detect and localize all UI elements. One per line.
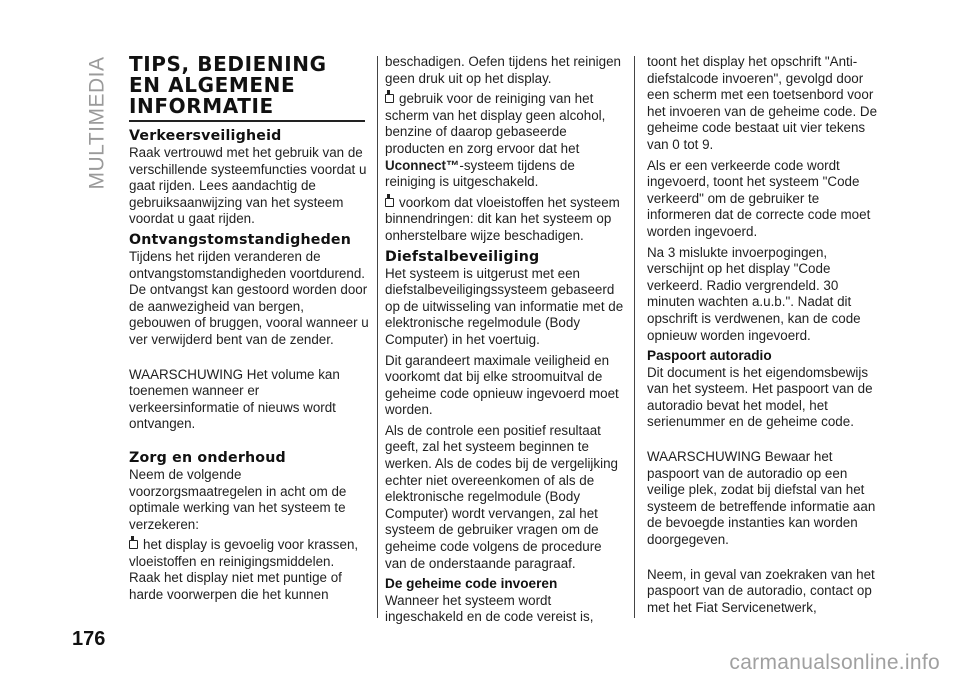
- column-2: [385, 54, 625, 630]
- bullet-cleaning: [385, 91, 625, 191]
- paragraph-wrong-code: Als er een verkeerde code wordt ingevoerd, toont het systeem "Code verkeerd" om de gebruiker te informeren dat de correcte code moet worden ingevoerd.: [647, 157, 871, 239]
- column-divider: [377, 56, 378, 618]
- heading-enter-code: De geheime code invoeren: [385, 576, 558, 592]
- column-divider: [634, 56, 635, 618]
- bullet-text: het display is gevoelig voor krassen, vloeistoffen en reinigingsmiddelen. Raak het display niet met puntige of harde voorwerpen die het kunnen: [129, 537, 359, 603]
- heading-radio-passport: Paspoort autoradio: [647, 348, 772, 364]
- warning-volume: WAARSCHUWING Het volume kan toenemen wanneer er verkeersinformatie of nieuws wordt ontvangen.: [129, 366, 340, 432]
- paragraph-lost-passport: Neem, in geval van zoekraken van het paspoort van de autoradio, contact op met het Fiat Servicenetwerk,: [647, 566, 875, 615]
- side-tab-label: MULTIMEDIA: [85, 56, 109, 190]
- paragraph-traffic-safety: Raak vertrouwd met het gebruik van de verschillende systeemfuncties voordat u gaat rijden. Lees aandachtig de gebruiksaanwijzing van het systeem voordat u gaat rijden.: [129, 145, 367, 227]
- bullet-text: voorkom dat vloeistoffen het systeem binnendringen: dit kan het systeem op onherstelbare wijze beschadigen.: [385, 194, 620, 243]
- paragraph-care: Neem de volgende voorzorgsmaatregelen in acht om de optimale werking van het systeem te verzekeren:: [129, 466, 347, 532]
- heading-care: Zorg en onderhoud: [129, 449, 286, 466]
- heading-reception: Ontvangstomstandigheden: [129, 231, 352, 248]
- bullet-icon: [385, 94, 394, 103]
- paragraph-anti-theft-3: Als de controle een positief resultaat geeft, zal het systeem beginnen te werken. Als de codes bij de vergelijking echter niet overeenkomen of als de elektronische regelmodule (Body Computer) wordt vervangen, zal het systeem de gebruiker vragen om de geheime code volgens de procedure van de onderstaande paragraaf.: [385, 422, 618, 571]
- paragraph-reception: Tijdens het rijden veranderen de ontvangstomstandigheden voortdurend. De ontvangst kan gestoord worden door de aanwezigheid van bergen, gebouwen of bruggen, vooral wanneer u ver verwijderd bent van de zender.: [129, 248, 369, 347]
- title-line: TIPS, BEDIENING: [129, 52, 327, 76]
- paragraph-locked: Na 3 mislukte invoerpogingen, verschijnt op het display "Code verkeerd. Radio vergrendeld. 30 minuten wachten a.u.b.". Nadat dit opschrift is verdwenen, kan de code opnieuw worden ingevoerd.: [647, 244, 861, 343]
- bullet-display-scratch: [129, 537, 369, 603]
- watermark: carmanualsonline.info: [729, 651, 940, 674]
- bullet-text: gebruik voor de reiniging van het scherm van het display geen alcohol, benzine of daarop gebaseerde producten en zorg ervoor dat het: [385, 91, 606, 156]
- bullet-icon: [129, 540, 138, 549]
- title-line: EN ALGEMENE: [129, 73, 296, 97]
- heading-anti-theft: Diefstalbeveiliging: [385, 248, 540, 265]
- bullet-text-end: -systeem tijdens de reiniging is uitgeschakeld.: [385, 157, 575, 190]
- title-underline: [129, 120, 365, 122]
- paragraph-anti-theft-2: Dit garandeert maximale veiligheid en voorkomt dat bij elke stroomuitval de geheime code opnieuw ingevoerd moet worden.: [385, 352, 619, 418]
- paragraph-anti-theft-1: Het systeem is uitgerust met een diefstalbeveiligingssysteem gebaseerd op de uitwisseling van informatie met de elektronische regelmodule (Body Computer) in het voertuig.: [385, 265, 624, 347]
- paragraph-continued: beschadigen. Oefen tijdens het reinigen geen druk uit op het display.: [385, 54, 621, 86]
- column-1: [129, 54, 369, 608]
- paragraph-enter-code: Wanneer het systeem wordt ingeschakeld en de code vereist is,: [385, 592, 594, 625]
- page-title: [129, 54, 369, 117]
- title-line: INFORMATIE: [129, 94, 274, 118]
- heading-traffic-safety: Verkeersveiligheid: [129, 128, 282, 144]
- bullet-icon: [385, 198, 394, 207]
- paragraph-code-screen: toont het display het opschrift "Anti-diefstalcode invoeren", gevolgd door een scherm met een toetsenbord voor het invoeren van de geheime code. De geheime code bestaat uit vier tekens van 0 tot 9.: [647, 54, 878, 152]
- brand-uconnect: Uconnect™: [385, 157, 460, 173]
- column-3: [647, 54, 882, 620]
- paragraph-radio-passport: Dit document is het eigendomsbewijs van het systeem. Het paspoort van de autoradio bevat het model, het serienummer en de geheime code.: [647, 364, 873, 430]
- page-number: 176: [72, 628, 106, 650]
- warning-passport: WAARSCHUWING Bewaar het paspoort van de autoradio op een veilige plek, zodat bij diefstal van het systeem de betreffende informatie aan de bevoegde instanties kan worden doorgegeven.: [647, 449, 876, 548]
- bullet-liquids: [385, 195, 625, 245]
- section-side-tab: [84, 52, 110, 194]
